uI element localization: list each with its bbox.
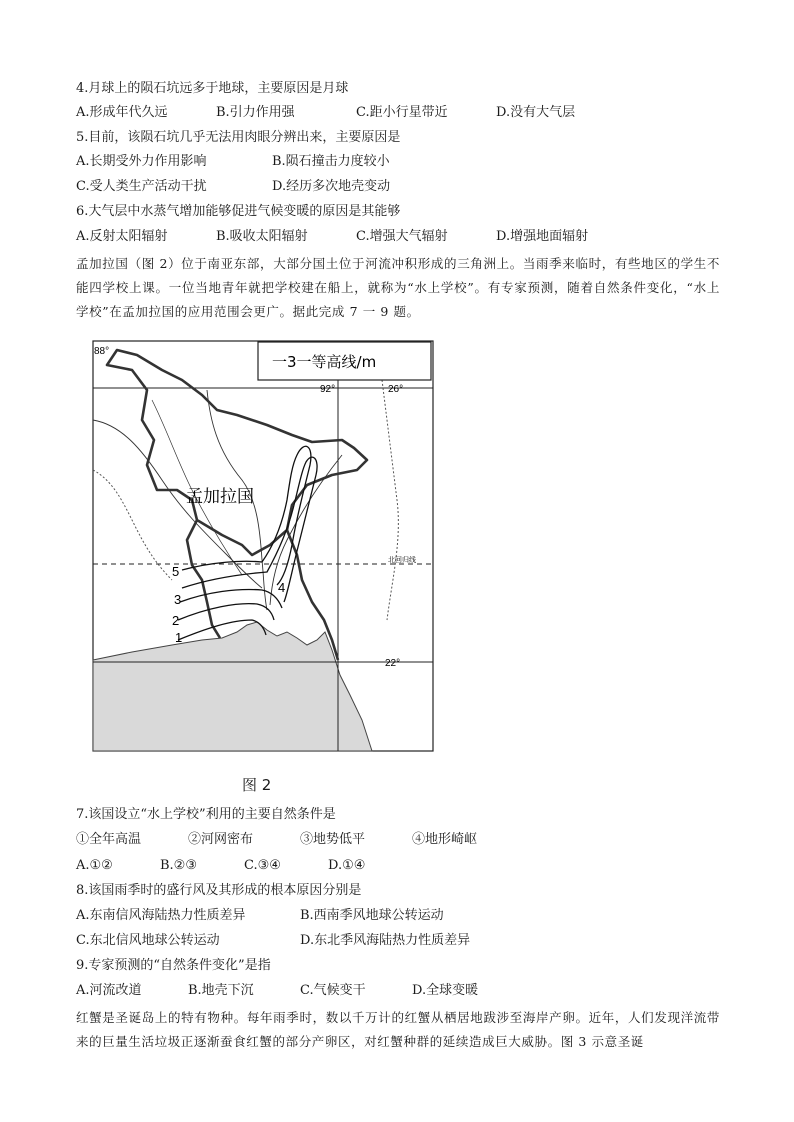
lat-22-label: 22° [385,658,401,669]
q9-option-b: B.地壳下沉 [188,983,254,998]
q6-option-a: A.反射太阳辐射 [76,229,168,244]
contour-label-2: 2 [172,613,180,628]
q8-option-b: B.西南季风地球公转运动 [300,908,444,923]
q5-option-d: D.经历多次地壳变动 [272,179,391,194]
q8-option-d: D.东北季风海陆热力性质差异 [300,933,471,948]
q5-option-a: A.长期受外力作用影响 [76,154,207,169]
passage-bangladesh: 孟加拉国（图 2）位于南亚东部，大部分国土位于河流冲积形成的三角洲上。当雨季来临时，有些地区的学生不能四学校上课。一位当地青年就把学校建在船上，就称为“水上学校”。有专家预测，随着自然条件变化，“水上学校”在孟加拉国的应用范围会更广。据此完成 7 一 9 题。 [76,256,720,319]
q7-condition-3: ③地势低平 [300,832,366,847]
q7-option-d: D.①④ [328,858,366,873]
lon-88-label: 88° [94,346,110,357]
q7-stem: 7.该国设立“水上学校”利用的主要自然条件是 [76,807,336,822]
q8-option-a: A.东南信风海陆热力性质差异 [76,908,246,923]
q6-option-d: D.增强地面辐射 [496,229,589,244]
figure-caption: 图 2 [242,776,272,794]
q9-option-d: D.全球变暖 [412,983,479,998]
q9-option-c: C.气候变干 [300,983,366,998]
q8-stem: 8.该国雨季时的盛行风及其形成的根本原因分别是 [76,883,362,898]
passage-red-crab: 红蟹是圣诞岛上的特有物种。每年雨季时，数以千万计的红蟹从栖居地跋涉至海岸产卵。近年，人们发现洋流带来的巨量生活垃圾正逐渐蚕食红蟹的部分产卵区，对红蟹种群的延续造成巨大威胁。图 3 示意圣诞 [76,1010,720,1049]
q7-option-b: B.②③ [160,858,197,873]
bangladesh-contour-map [92,340,434,752]
q9-stem: 9.专家预测的“自然条件变化”是指 [76,958,271,973]
q5-option-b: B.陨石撞击力度较小 [272,154,390,169]
q5-option-c: C.受人类生产活动干扰 [76,179,207,194]
q6-option-c: C.增强大气辐射 [356,229,448,244]
q4-option-b: B.引力作用强 [216,105,295,120]
contour-label-1: 1 [175,630,183,645]
q8-option-c: C.东北信风地球公转运动 [76,933,220,948]
q7-option-a: A.①② [76,858,113,873]
q4-option-a: A.形成年代久远 [76,105,168,120]
contour-label-5: 5 [172,564,180,579]
q4-stem: 4.月球上的陨石坑远多于地球，主要原因是月球 [76,81,349,96]
q7-condition-4: ④地形崎岖 [412,832,478,847]
contour-label-4: 4 [278,580,286,595]
lon-92-label: 92° [320,384,336,395]
tropic-label: 北回归线 [388,556,416,564]
q6-stem: 6.大气层中水蒸气增加能够促进气候变暖的原因是其能够 [76,204,401,219]
q4-option-c: C.距小行星带近 [356,105,448,120]
q4-option-d: D.没有大气层 [496,105,576,120]
country-label: 孟加拉国 [186,487,254,507]
q5-stem: 5.目前，该陨石坑几乎无法用肉眼分辨出来，主要原因是 [76,130,401,145]
q9-option-a: A.河流改道 [76,983,142,998]
q6-option-b: B.吸收太阳辐射 [216,229,308,244]
q7-condition-1: ①全年高温 [76,832,142,847]
q7-option-c: C.③④ [244,858,281,873]
contour-label-3: 3 [174,592,182,607]
lat-26-label: 26° [388,384,404,395]
legend-text: 一3一等高线/m [272,353,377,371]
q7-condition-2: ②河网密布 [188,832,254,847]
